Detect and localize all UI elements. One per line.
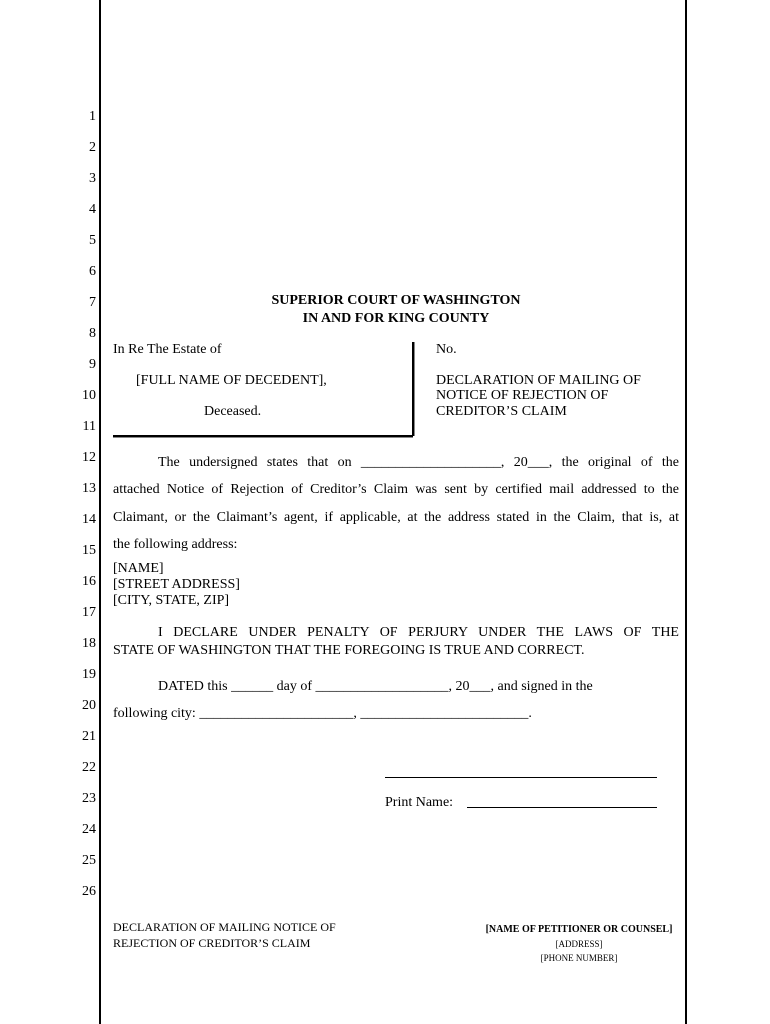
line-number: 23	[82, 791, 96, 806]
line-number: 1	[89, 109, 96, 124]
line-number: 3	[89, 171, 96, 186]
document-title-line2: NOTICE OF REJECTION OF	[436, 388, 609, 403]
line-number: 6	[89, 264, 96, 279]
deceased-label: Deceased.	[204, 404, 262, 419]
document-title-line3: CREDITOR’S CLAIM	[436, 404, 567, 419]
line-number: 10	[82, 388, 96, 403]
right-margin-line	[685, 0, 687, 1024]
body-paragraph-line: the following address:	[113, 537, 238, 552]
line-number: 2	[89, 140, 96, 155]
address-name: [NAME]	[113, 561, 164, 576]
line-number: 8	[89, 326, 96, 341]
print-name-line	[467, 807, 657, 808]
line-number: 5	[89, 233, 96, 248]
footer-petitioner-name: [NAME OF PETITIONER OR COUNSEL]	[485, 924, 673, 935]
line-number: 21	[82, 729, 96, 744]
line-number: 9	[89, 357, 96, 372]
body-paragraph-line: attached Notice of Rejection of Creditor’s Claim was sent by certified mail addressed to the	[113, 482, 679, 497]
print-name-label: Print Name:	[385, 795, 454, 810]
declaration-line1: I DECLARE UNDER PENALTY OF PERJURY UNDER THE LAWS OF THE	[158, 625, 679, 640]
decedent-name: [FULL NAME OF DECEDENT],	[136, 373, 327, 388]
footer-title-line1: DECLARATION OF MAILING NOTICE OF	[113, 920, 336, 934]
address-street: [STREET ADDRESS]	[113, 577, 240, 592]
line-number: 14	[82, 512, 96, 527]
document-title-line1: DECLARATION OF MAILING OF	[436, 373, 641, 388]
line-number: 24	[82, 822, 96, 837]
case-number-label: No.	[436, 342, 457, 357]
line-number: 7	[89, 295, 96, 310]
line-number: 17	[82, 605, 96, 620]
court-county: IN AND FOR KING COUNTY	[302, 311, 490, 326]
line-number: 26	[82, 884, 96, 899]
line-number: 18	[82, 636, 96, 651]
footer-title-line2: REJECTION OF CREDITOR’S CLAIM	[113, 936, 311, 950]
footer-phone: [PHONE NUMBER]	[540, 953, 618, 963]
line-number: 20	[82, 698, 96, 713]
left-margin-line	[99, 0, 101, 1024]
line-number: 13	[82, 481, 96, 496]
line-number: 22	[82, 760, 96, 775]
signature-line	[385, 777, 657, 778]
line-number: 19	[82, 667, 96, 682]
line-number: 25	[82, 853, 96, 868]
body-paragraph-line: Claimant, or the Claimant’s agent, if applicable, at the address stated in the Claim, that is, at	[113, 510, 679, 525]
declaration-line2: STATE OF WASHINGTON THAT THE FOREGOING IS TRUE AND CORRECT.	[113, 643, 585, 658]
address-city: [CITY, STATE, ZIP]	[113, 593, 230, 608]
line-number: 4	[89, 202, 96, 217]
dated-line2: following city: ______________________, ________________________.	[113, 706, 532, 721]
line-number: 11	[82, 419, 96, 434]
footer-address: [ADDRESS]	[555, 939, 603, 949]
line-number: 12	[82, 450, 96, 465]
line-number: 16	[82, 574, 96, 589]
line-number: 15	[82, 543, 96, 558]
body-paragraph-line: The undersigned states that on ____________________, 20___, the original of the	[158, 455, 679, 470]
caption-divider-horizontal	[113, 435, 413, 437]
court-name: SUPERIOR COURT OF WASHINGTON	[271, 293, 521, 308]
dated-line1: DATED this ______ day of ___________________, 20___, and signed in the	[158, 679, 593, 694]
estate-of-label: In Re The Estate of	[113, 342, 222, 357]
caption-divider-vertical	[412, 342, 414, 436]
